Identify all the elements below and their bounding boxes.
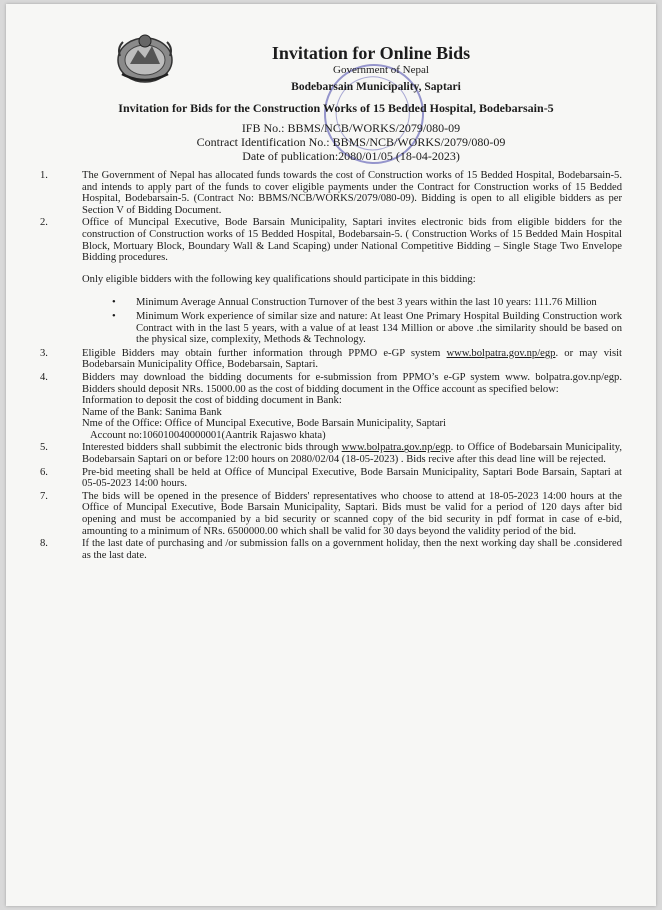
egp-link[interactable]: www.bolpatra.gov.np/egp xyxy=(446,347,556,359)
item-text xyxy=(82,348,622,371)
item-text-part: Interested bidders shall subbimit the electronic bids through xyxy=(82,442,342,454)
office-name: Nme of the Office: Office of Muncipal Executive, Bode Barsain Municipality, Saptari xyxy=(82,418,447,430)
government-label: Government of Nepal xyxy=(333,64,429,76)
item-text-part: . or may visit Bodebarsain Municipality Office, Bodebarsain, Saptari. xyxy=(82,347,622,371)
egp-link[interactable]: www.bolpatra.gov.np/egp xyxy=(341,442,451,454)
qualification-bullet xyxy=(112,311,622,346)
bullet-icon: • xyxy=(112,310,116,322)
item-number: 4. xyxy=(40,371,48,383)
item-number: 1. xyxy=(40,170,48,181)
list-item xyxy=(36,442,622,465)
list-item xyxy=(36,372,622,442)
account-number: Account no:106010040000001(Aantrik Rajaswo khata) xyxy=(90,429,326,441)
list-item xyxy=(36,217,622,263)
qualification-bullet xyxy=(112,297,622,309)
list-item xyxy=(36,538,622,561)
list-item xyxy=(36,170,622,216)
list-item xyxy=(36,348,622,371)
contract-id: Contract Identification No.: BBMS/NCB/WORKS/2079/080-09 xyxy=(196,135,506,149)
notice-subtitle: Invitation for Bids for the Construction Works of 15 Bedded Hospital, Bodebarsain-5 xyxy=(118,101,554,115)
item-number: 7. xyxy=(40,490,48,502)
item-number: 3. xyxy=(40,347,48,359)
notice-page xyxy=(6,4,656,906)
identifier-block xyxy=(6,121,656,163)
item-text: Pre-bid meeting shall be held at Office of Muncipal Executive, Bode Barsain Municipality, Saptari Bode Barsain, Saptari at 05-05-2023 14:00 hours. xyxy=(82,466,622,490)
qualification-intro: Only eligible bidders with the following key qualifications should participate in this bidding: xyxy=(82,273,476,285)
item-text: Office of Muncipal Executive, Bode Barsain Municipality, Saptari invites electronic bids from eligible bidders for the construction of Construction works of 15 Bedded Hospital, Bodebarsain-5. ( Construction Works of 15 Bedded Main Hospital Block, Mortuary Block, Boundary Wall & Land Scaping) under National Competitive Bidding – Single Stage Two Envelope Bidding procedures. xyxy=(82,217,622,264)
item-number: 5. xyxy=(40,442,48,454)
item-number: 6. xyxy=(40,466,48,478)
municipality-label: Bodebarsain Municipality, Saptari xyxy=(291,81,461,93)
notice-header xyxy=(6,42,656,163)
item-text xyxy=(82,442,622,465)
list-item xyxy=(36,491,622,537)
item-text xyxy=(82,372,622,442)
bank-name: Name of the Bank: Sanima Bank xyxy=(82,406,222,418)
item-text: If the last date of purchasing and /or submission falls on a government holiday, then the next working day shall be .considered as the last date. xyxy=(82,538,622,561)
notice-body xyxy=(36,170,622,562)
bullet-text: Minimum Average Annual Construction Turnover of the best 3 years within the last 10 years: 111.76 Million xyxy=(136,297,597,309)
bullet-icon: • xyxy=(112,297,116,309)
publication-date: Date of publication:2080/01/05 (18-04-2023) xyxy=(242,149,460,163)
item-number: 8. xyxy=(40,538,48,550)
bank-info-title: Information to deposit the cost of bidding document in Bank: xyxy=(82,395,342,407)
item-text-part: Bidders may download the bidding documents for e-submission from PPMO’s e-GP system www. bolpatra.gov.np/egp. Bidders should deposit NRs. 15000.00 as the cost of bidding document in the Office account as specified below: xyxy=(82,371,622,395)
qualification-list xyxy=(36,297,622,345)
item-text-part: Eligible Bidders may obtain further information through PPMO e-GP system xyxy=(82,347,447,359)
item-text: The Government of Nepal has allocated funds towards the cost of Construction works of 15 Bedded Hospital, Bodebarsain-5. and intends to apply part of the funds to cover eligible payments under the Contract for Construction works of 15 Bedded Hospital, Bodebarsain-5. (Contract No: BBMS/NCB/WORKS/2079/080-09). Bidding is open to all eligible bidders as per Section V of Bidding Document. xyxy=(82,170,622,216)
ifb-number: IFB No.: BBMS/NCB/WORKS/2079/080-09 xyxy=(241,121,461,135)
bullet-text: Minimum Work experience of similar size and nature: At least One Primary Hospital Building Construction work Contract with in the last 5 years, with a value of at least 134 Million or above .the similarity should be based on the physical size, complexity, Methods & Technology. xyxy=(136,310,622,346)
list-item xyxy=(36,467,622,490)
item-number: 2. xyxy=(40,217,48,229)
page-title: Invitation for Online Bids xyxy=(271,43,471,63)
item-text: The bids will be opened in the presence of Bidders' representatives who choose to attend at 18-05-2023 14:00 hours at the Office of Muncipal Executive, Bode Barsain Municipality, Saptari. Bids must be valid for a period of 120 days after bid opening and must be accompanied by a bid security or scanned copy of the bid security in pdf format in case of e-bid, amounting to a minimum of NRs. 6500000.00 which shall be valid for 30 days beyond the validity period of the bid. xyxy=(82,490,622,537)
item-text-part: . to Office of Bodebarsain Municipality, Bodebarsain Saptari on or before 12:00 hours on 2080/02/04 (18-05-2023) . Bids recive after this dead line will be rejected. xyxy=(82,442,623,466)
